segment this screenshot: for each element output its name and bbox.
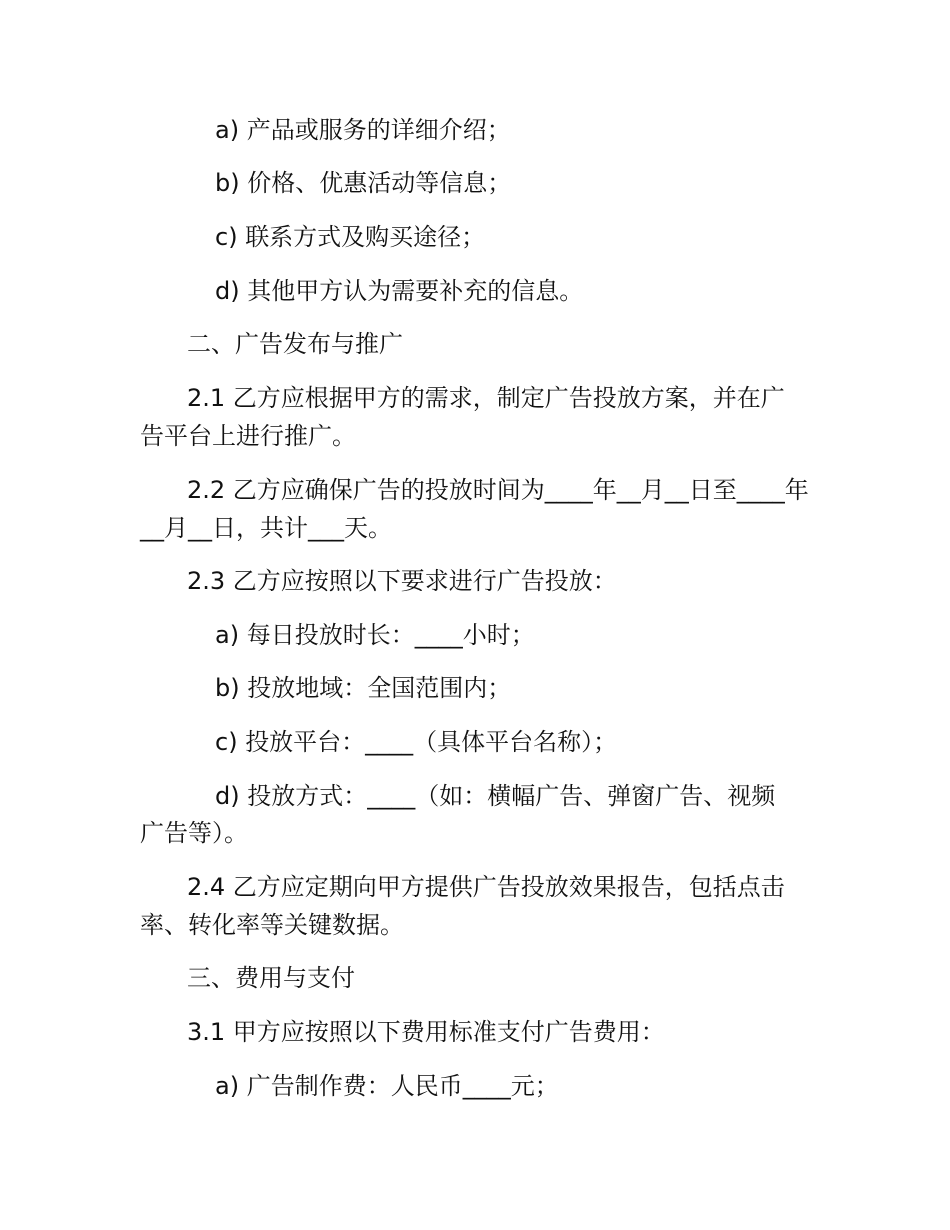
clause-2-4-line-2: 率、转化率等关键数据。 [140, 911, 404, 939]
list-item-2c: c) 投放平台：____（具体平台名称）； [215, 728, 618, 756]
list-item-1b: b) 价格、优惠活动等信息； [215, 169, 512, 197]
clause-3-1: 3.1 甲方应按照以下费用标准支付广告费用： [187, 1018, 665, 1046]
clause-2-3: 2.3 乙方应按照以下要求进行广告投放： [187, 567, 617, 595]
list-item-2a: a) 每日投放时长：____小时； [215, 621, 535, 649]
clause-2-1-line-1: 2.1 乙方应根据甲方的需求，制定广告投放方案，并在广 [187, 384, 785, 412]
section-heading-2: 二、广告发布与推广 [187, 330, 403, 358]
list-item-3a: a) 广告制作费：人民币____元； [215, 1072, 559, 1100]
list-item-1a: a) 产品或服务的详细介绍； [215, 116, 511, 144]
clause-2-4-line-1: 2.4 乙方应定期向甲方提供广告投放效果报告，包括点击 [187, 873, 785, 901]
clause-2-2-line-1: 2.2 乙方应确保广告的投放时间为____年__月__日至____年 [187, 476, 809, 504]
list-item-2d-line-2: 广告等）。 [140, 819, 248, 847]
section-heading-3: 三、费用与支付 [187, 964, 355, 992]
list-item-2d-line-1: d) 投放方式：____（如：横幅广告、弹窗广告、视频 [215, 782, 776, 810]
list-item-1c: c) 联系方式及购买途径； [215, 223, 486, 251]
clause-2-1-line-2: 告平台上进行推广。 [140, 422, 356, 450]
list-item-2b: b) 投放地域：全国范围内； [215, 674, 512, 702]
clause-2-2-line-2: __月__日，共计___天。 [140, 514, 392, 542]
list-item-1d: d) 其他甲方认为需要补充的信息。 [215, 277, 584, 305]
